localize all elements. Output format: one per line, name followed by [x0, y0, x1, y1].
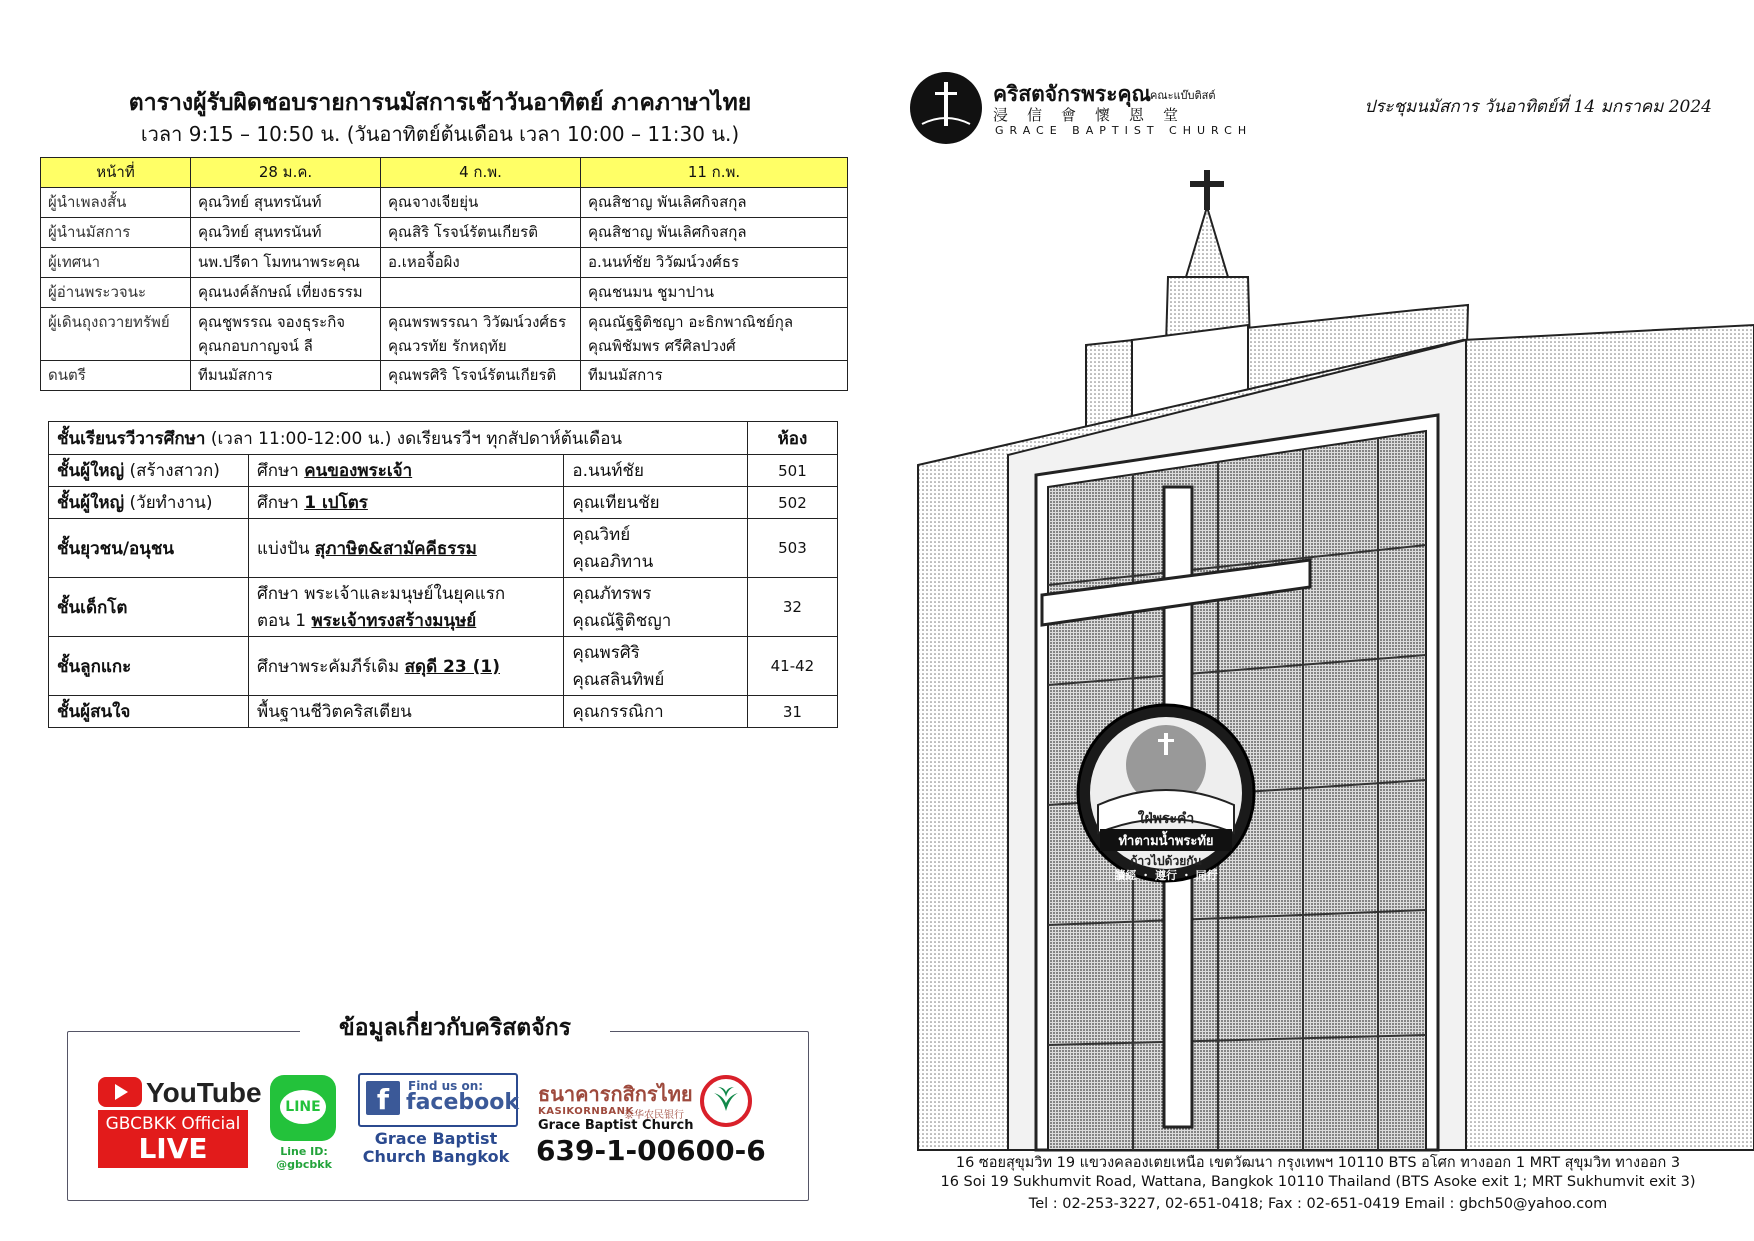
roster-cell: [381, 308, 581, 361]
class-topic: [248, 487, 563, 519]
bank-account-name: Grace Baptist Church: [538, 1118, 694, 1133]
roster-role: ผู้อ่านพระวจนะ: [41, 278, 191, 308]
class-topic-title: คนของพระเจ้า: [304, 461, 413, 481]
roster-row: [41, 278, 848, 308]
roster-cell: [191, 278, 381, 308]
class-name-main: ชั้นผู้ใหญ่: [57, 493, 125, 513]
class-topic-title-2: พระเจ้าทรงสร้างมนุษย์: [311, 611, 477, 631]
facebook-find-text: Find us on:: [408, 1079, 484, 1093]
church-logo-icon: [910, 72, 982, 144]
class-name-sub: (สร้างสาวก): [124, 461, 220, 481]
roster-cell: [191, 188, 381, 218]
class-room: 31: [747, 696, 837, 728]
roster-cell: [381, 248, 581, 278]
classes-header-room: ห้อง: [747, 422, 837, 455]
line-id-value: @gbcbkk: [276, 1158, 332, 1171]
emblem-text-3: ก้าวไปด้วยกัน: [1130, 854, 1202, 868]
class-teacher: คุณภัทรพร: [572, 584, 652, 604]
roster-role: ดนตรี: [41, 361, 191, 391]
roster-role: ผู้เทศนา: [41, 248, 191, 278]
roster-cell: [581, 218, 848, 248]
class-name-main: ชั้นผู้ใหญ่: [57, 461, 125, 481]
classes-header-title: ชั้นเรียนรวีวารศึกษา: [57, 428, 206, 449]
class-name-main: ชั้นผู้สนใจ: [57, 702, 131, 722]
class-room: 32: [747, 578, 837, 637]
class-name-sub: (วัยทำงาน): [124, 493, 213, 513]
roster-cell: [191, 361, 381, 391]
youtube-channel-name: GBCBKK Official: [105, 1114, 241, 1134]
roster-person: คุณสิริ โรจน์รัตนเกียรติ: [388, 223, 538, 241]
class-topic-text: ศึกษา: [256, 493, 305, 513]
roster-person: คุณนงค์ลักษณ์ เที่ยงธรรม: [198, 283, 363, 301]
class-teachers: [564, 487, 748, 519]
roster-header-row: [41, 158, 848, 188]
address-thai: 16 ซอยสุขุมวิท 19 แขวงคลองเตยเหนือ เขตวัฒนา กรุงเทพฯ 10110 BTS อโศก ทางออก 1 MRT สุขุมวิท ทางออก 3: [955, 1155, 1681, 1171]
class-teachers: [564, 696, 748, 728]
class-name: [49, 487, 249, 519]
roster-person: คุณพรพรรณา วิวัฒน์วงศ์ธร: [388, 313, 567, 331]
roster-header-role: หน้าที่: [41, 158, 191, 188]
class-topic-line: [257, 535, 555, 562]
roster-person: ทีมนมัสการ: [198, 366, 273, 384]
class-topic-line: [257, 698, 555, 725]
classes-header-note: (เวลา 11:00-12:00 น.) งดเรียนรวีฯ ทุกสัปดาห์ต้นเดือน: [205, 428, 623, 449]
class-name: [49, 578, 249, 637]
roster-person: คุณชูพรรณ จองธุระกิจ: [198, 313, 346, 331]
class-teacher: คุณวิทย์: [572, 525, 631, 545]
class-teacher: คุณพรศิริ: [572, 643, 640, 663]
roster-cell: [191, 308, 381, 361]
classes-header: [49, 422, 748, 455]
roster-row: [41, 361, 848, 391]
roster-row: [41, 218, 848, 248]
class-teacher: อ.นนท์ชัย: [572, 461, 644, 481]
class-topic-text: ศึกษา พระเจ้าและมนุษย์ในยุคแรก: [256, 584, 506, 604]
church-name-english: GRACE BAPTIST CHURCH: [995, 124, 1253, 137]
schedule-time: เวลา 9:15 – 10:50 น. (วันอาทิตย์ต้นเดือน เวลา 10:00 – 11:30 น.): [140, 122, 740, 146]
class-room: 501: [747, 455, 837, 487]
class-topic-line: [257, 489, 555, 516]
roster-role: ผู้นำนมัสการ: [41, 218, 191, 248]
roster-cell: [581, 361, 848, 391]
classes-header-row: [49, 422, 838, 455]
bank-account-number: 639-1-00600-6: [536, 1134, 766, 1167]
roster-header-date-3: 11 ก.พ.: [581, 158, 848, 188]
address-english: 16 Soi 19 Sukhumvit Road, Wattana, Bangkok 10110 Thailand (BTS Asoke exit 1; MRT Sukhumvit exit 3): [940, 1174, 1696, 1190]
class-topic-text: แบ่งปัน: [256, 538, 315, 559]
line-id-label: Line ID:: [280, 1145, 328, 1158]
class-topic: [248, 455, 563, 487]
class-topic-title: สดุดี 23 (1): [404, 656, 500, 677]
class-topic-title: สุภาษิต&สามัคคีธรรม: [314, 538, 477, 559]
roster-person: อ.นนท์ชัย วิวัฒน์วงศ์ธร: [588, 253, 740, 271]
class-room: 503: [747, 519, 837, 578]
roster-cell: [381, 188, 581, 218]
class-name-main: ชั้นเด็กโต: [57, 597, 128, 618]
emblem-text-1: ใฝ่พระคำ: [1137, 811, 1195, 827]
roster-cell: [581, 248, 848, 278]
class-row: [49, 519, 838, 578]
roster-cell: [581, 188, 848, 218]
class-teacher: คุณเทียนชัย: [572, 493, 660, 513]
youtube-logo-text: YouTube: [146, 1077, 262, 1108]
church-name-thai: คริสตจักรพระคุณ: [993, 82, 1152, 106]
class-teacher: คุณกรรณิกา: [572, 702, 664, 722]
class-row: [49, 696, 838, 728]
class-room: 41-42: [747, 637, 837, 696]
class-row: [49, 637, 838, 696]
roster-person: ทีมนมัสการ: [588, 366, 663, 384]
class-name: [49, 455, 249, 487]
roster-row: [41, 248, 848, 278]
church-name-chinese: 浸信會懷恩堂: [993, 106, 1198, 124]
roster-cell: [191, 248, 381, 278]
class-teachers: [564, 519, 748, 578]
roster-person: คุณวรทัย รักหฤทัย: [388, 337, 507, 355]
class-teachers: [564, 637, 748, 696]
roster-person: คุณกอบกาญจน์ ลี: [198, 337, 313, 355]
roster-role: ผู้นำเพลงสั้น: [41, 188, 191, 218]
class-topic: [248, 578, 563, 637]
roster-person: นพ.ปรีดา โมทนาพระคุณ: [198, 253, 360, 271]
roster-person: อ.เหอจื้อผิง: [388, 253, 460, 271]
roster-person: คุณณัฐฐิติชญา อะธิกพาณิชย์กุล: [588, 313, 794, 331]
roster-cell: [581, 278, 848, 308]
church-name-thai-sub: คณะแบ๊บติสต์: [1150, 89, 1216, 102]
roster-person: คุณจางเจียยุ่น: [388, 193, 479, 211]
roster-person: คุณสิชาญ พันเลิศกิจสกุล: [588, 223, 747, 241]
roster-row: [41, 188, 848, 218]
youtube-live-label: LIVE: [138, 1132, 208, 1165]
class-row: [49, 487, 838, 519]
church-info-title: ข้อมูลเกี่ยวกับคริสตจักร: [300, 1010, 610, 1046]
roster-header-date-2: 4 ก.พ.: [381, 158, 581, 188]
class-name: [49, 637, 249, 696]
line-logo-text: LINE: [280, 1090, 326, 1124]
class-teacher: คุณสลินทิพย์: [572, 670, 665, 690]
roster-cell: [381, 278, 581, 308]
class-name-main: ชั้นลูกแกะ: [57, 656, 132, 677]
class-teachers: [564, 578, 748, 637]
roster-person: คุณวิทย์ สุนทรนันท์: [198, 223, 322, 241]
contact-info: Tel : 02-253-3227, 02-651-0418; Fax : 02-651-0419 Email : gbch50@yahoo.com: [1028, 1196, 1608, 1212]
class-topic-text: ศึกษาพระคัมภีร์เดิม: [256, 656, 405, 677]
class-room: 502: [747, 487, 837, 519]
class-topic-line: [257, 457, 555, 484]
class-row: [49, 578, 838, 637]
bank-name-chinese: 泰华农民银行: [624, 1110, 684, 1121]
line-id: [262, 1145, 346, 1171]
roster-person: คุณสิชาญ พันเลิศกิจสกุล: [588, 193, 747, 211]
bank-name-english: KASIKORNBANK: [538, 1106, 634, 1117]
schedule-title: ตารางผู้รับผิดชอบรายการนมัสการเช้าวันอาทิตย์ ภาคภาษาไทย: [128, 90, 752, 116]
class-teacher: คุณณัฐิติชญา: [572, 611, 672, 631]
kasikorn-logo-icon: [700, 1075, 752, 1127]
class-topic-line: [257, 580, 555, 607]
service-date: ประชุมนมัสการ วันอาทิตย์ที่ 14 มกราคม 2024: [1364, 97, 1712, 117]
youtube-logo-icon[interactable]: [98, 1075, 262, 1109]
roster-person: คุณพิชัมพร ศรีศิลปวงศ์: [588, 337, 736, 355]
class-topic: [248, 519, 563, 578]
church-building-drawing: [918, 165, 1754, 1150]
roster-cell: [381, 361, 581, 391]
roster-cell: [191, 218, 381, 248]
class-teacher: คุณอภิทาน: [572, 552, 654, 572]
class-name: [49, 519, 249, 578]
roster-table: [40, 157, 848, 391]
class-teachers: [564, 455, 748, 487]
roster-header-date-1: 28 ม.ค.: [191, 158, 381, 188]
class-topic-text: พื้นฐานชีวิตคริสเตียน: [256, 702, 412, 722]
facebook-logo-text: facebook: [406, 1090, 519, 1115]
roster-person: คุณวิทย์ สุนทรนันท์: [198, 193, 322, 211]
class-topic: [248, 637, 563, 696]
roster-role: ผู้เดินถุงถวายทรัพย์: [41, 308, 191, 361]
emblem-text-4: 讀經 ・ 遵行 ・ 同行: [1114, 869, 1218, 882]
class-topic: [248, 696, 563, 728]
roster-cell: [581, 308, 848, 361]
emblem-text-2: ทำตามน้ำพระทัย: [1118, 834, 1214, 849]
class-topic-line: [257, 653, 555, 680]
class-row: [49, 455, 838, 487]
facebook-page-name: Grace Baptist Church Bangkok: [362, 1129, 510, 1166]
sunday-school-table: [48, 421, 838, 728]
roster-person: คุณพรศิริ โรจน์รัตนเกียรติ: [388, 366, 557, 384]
facebook-f-icon: f: [366, 1081, 400, 1115]
class-name-main: ชั้นยุวชน/อนุชน: [57, 538, 175, 559]
class-topic-line-2: [257, 607, 555, 634]
roster-row: [41, 308, 848, 361]
youtube-live-badge[interactable]: [98, 1110, 248, 1168]
roster-person: คุณชนมน ชูมาปาน: [588, 283, 714, 301]
class-name: [49, 696, 249, 728]
class-topic-title: 1 เปโตร: [304, 493, 368, 513]
class-topic-text: ศึกษา: [256, 461, 305, 481]
roster-cell: [381, 218, 581, 248]
class-topic-text-2: ตอน 1: [256, 611, 312, 631]
bank-name-thai: ธนาคารกสิกรไทย: [538, 1082, 693, 1106]
